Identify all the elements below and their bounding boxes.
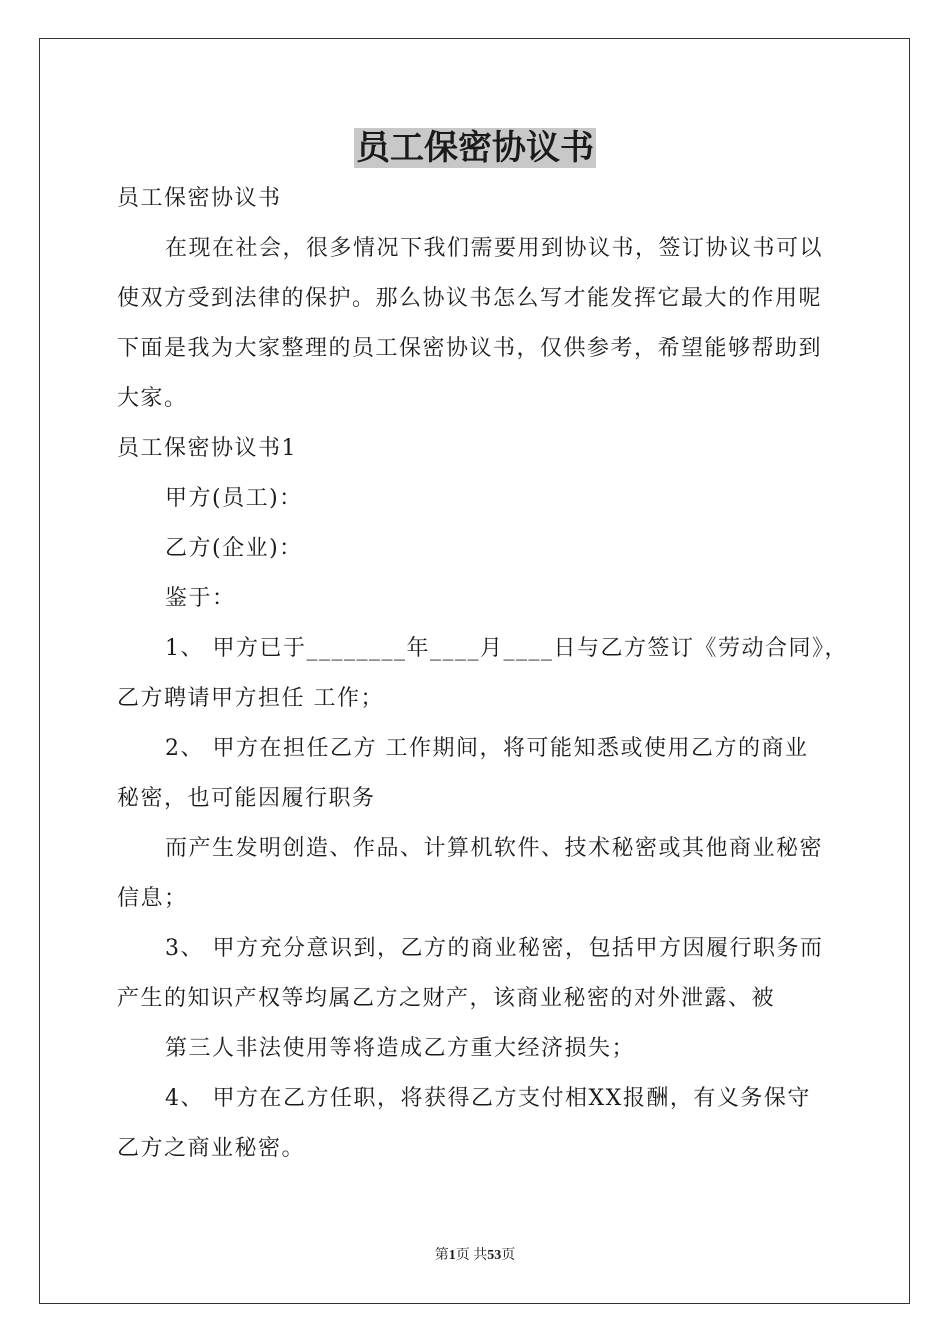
body-line-clause-1a: 1、 甲方已于________年____月____日与乙方签订《劳动合同》， xyxy=(165,636,848,661)
footer-total-pages: 53 xyxy=(487,1248,502,1263)
body-line-whereas: 鉴于： xyxy=(165,586,236,611)
body-line-clause-2d: 信息； xyxy=(117,886,188,911)
body-line-intro-4: 大家。 xyxy=(117,386,188,411)
body-line-clause-4a: 4、 甲方在乙方任职，将获得乙方支付相XX报酬，有义务保守 xyxy=(165,1086,811,1111)
footer-prefix: 第 xyxy=(434,1248,449,1263)
body-line-heading: 员工保密协议书 xyxy=(117,186,282,211)
document-title-text: 员工保密协议书 xyxy=(356,128,594,168)
body-line-intro-1: 在现在社会，很多情况下我们需要用到协议书，签订协议书可以 xyxy=(165,236,824,261)
body-line-party-a: 甲方(员工)： xyxy=(165,486,303,511)
body-line-section-heading: 员工保密协议书1 xyxy=(117,436,297,461)
body-line-clause-2b: 秘密，也可能因履行职务 xyxy=(117,786,376,811)
body-line-clause-3b: 产生的知识产权等均属乙方之财产，该商业秘密的对外泄露、被 xyxy=(117,986,776,1011)
body-line-clause-2c: 而产生发明创造、作品、计算机软件、技术秘密或其他商业秘密 xyxy=(165,836,824,861)
body-line-clause-1b: 乙方聘请甲方担任 工作； xyxy=(117,686,384,711)
body-line-party-b: 乙方(企业)： xyxy=(165,536,303,561)
body-line-clause-2a: 2、 甲方在担任乙方 工作期间，将可能知悉或使用乙方的商业 xyxy=(165,736,809,761)
footer-mid: 页 共 xyxy=(455,1248,488,1263)
body-line-clause-3a: 3、 甲方充分意识到，乙方的商业秘密，包括甲方因履行职务而 xyxy=(165,936,824,961)
footer-suffix: 页 xyxy=(501,1248,516,1263)
body-line-intro-2: 使双方受到法律的保护。那么协议书怎么写才能发挥它最大的作用呢 xyxy=(117,286,823,311)
body-line-clause-3c: 第三人非法使用等将造成乙方重大经济损失； xyxy=(165,1036,636,1061)
body-line-clause-4b: 乙方之商业秘密。 xyxy=(117,1136,306,1161)
body-line-intro-3: 下面是我为大家整理的员工保密协议书，仅供参考，希望能够帮助到 xyxy=(117,336,823,361)
page-footer xyxy=(0,1246,950,1266)
footer-current-page: 1 xyxy=(448,1248,456,1263)
document-title xyxy=(0,126,950,170)
document-body xyxy=(117,174,848,1174)
